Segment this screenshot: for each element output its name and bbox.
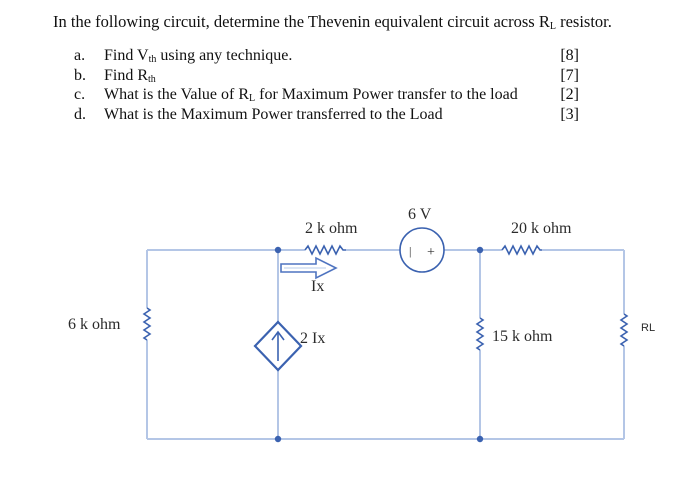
label-rl: RL [641, 322, 656, 334]
node-bottom-mid [275, 436, 281, 442]
item-text: Find $R_{th}$ [104, 66, 156, 85]
item-marks: [2] [560, 86, 579, 103]
title-end: resistor. [555, 12, 612, 31]
label-ix: Ix [311, 278, 325, 295]
item-letter: a. [74, 47, 86, 64]
label-15k: 15 k ohm [492, 328, 553, 345]
item-text: Find $V_{th}$ using any technique. [104, 47, 293, 65]
item-text: What is the Maximum Power transferred to the Load [104, 105, 443, 123]
node-bottom-right [477, 436, 483, 442]
title-subscript: L [549, 21, 556, 32]
node-top-mid [275, 247, 281, 253]
item-letter: d. [74, 105, 86, 123]
item-marks: [3] [560, 105, 579, 123]
item-letter: b. [74, 66, 86, 84]
item-marks: [7] [560, 66, 579, 84]
item-marks: [8] [560, 47, 579, 64]
resistor-15k [477, 318, 483, 350]
dependent-current-source [255, 322, 301, 370]
label-20k: 20 k ohm [511, 220, 572, 237]
label-v-minus: | [409, 244, 412, 258]
label-6v: 6 V [408, 206, 432, 223]
resistor-2k [305, 246, 346, 254]
title-text: In the following circuit, determine the Thevenin equivalent circuit across R [53, 12, 550, 31]
label-6k: 6 k ohm [68, 316, 121, 333]
node-top-right [477, 247, 483, 253]
resistor-6k [144, 308, 150, 340]
voltage-source [400, 228, 444, 272]
resistor-20k [502, 246, 542, 254]
item-text: What is the Value of $R_L$ for Maximum Power transfer to the load [104, 86, 518, 104]
item-letter: c. [74, 86, 86, 103]
label-dep-source: 2 Ix [300, 330, 326, 347]
label-2k: 2 k ohm [305, 220, 358, 237]
label-v-plus: + [427, 245, 435, 260]
resistor-rl [621, 314, 627, 346]
